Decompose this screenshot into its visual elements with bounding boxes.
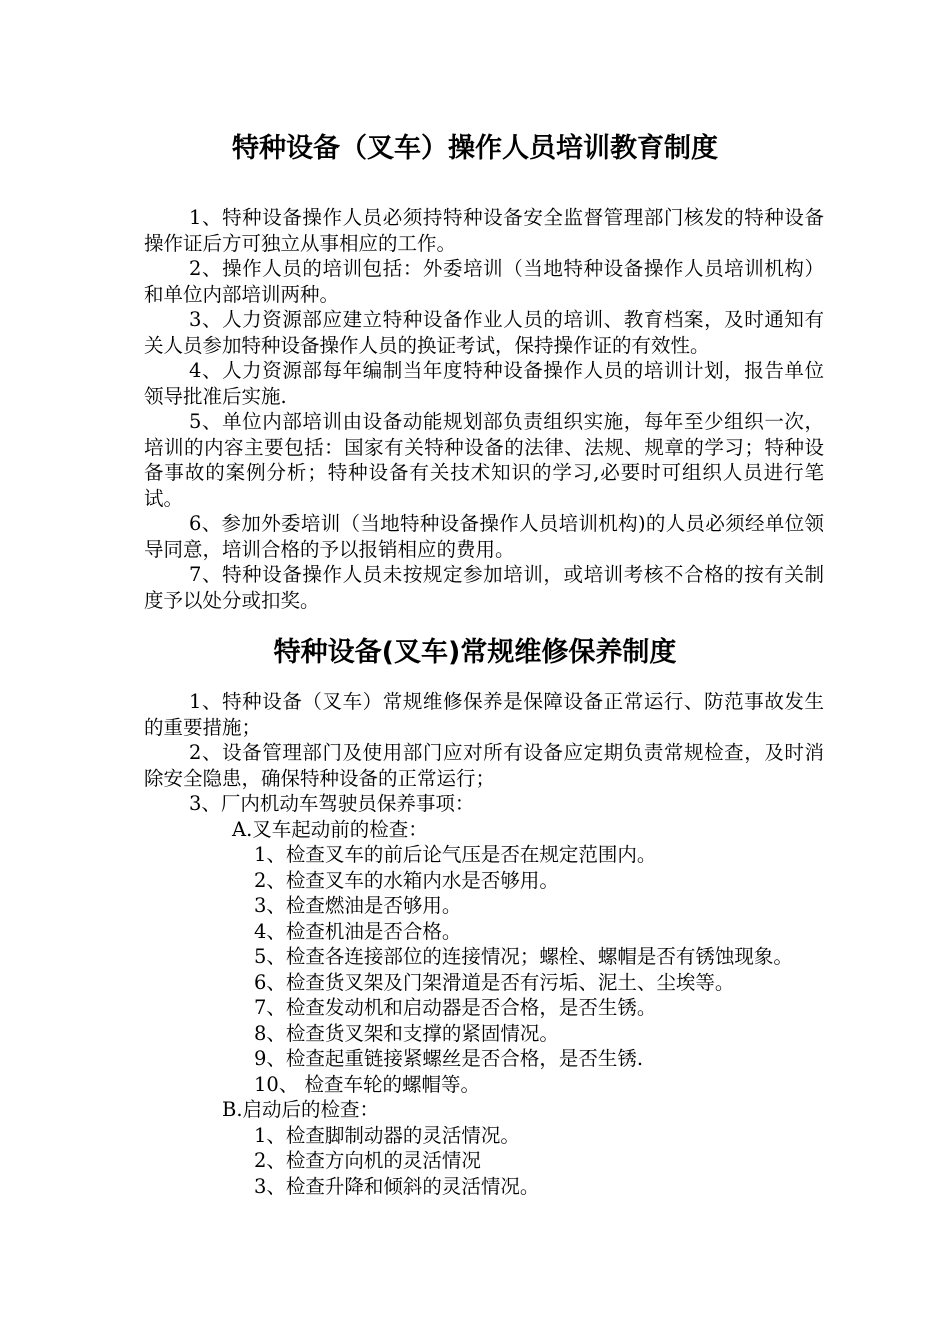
pre-start-check-item: 10、 检查车轮的螺帽等。 xyxy=(254,1072,481,1096)
pre-start-check-item: 2、检查叉车的水箱内水是否够用。 xyxy=(254,868,559,892)
pre-start-check-item: 9、检查起重链接紧螺丝是否合格，是否生锈. xyxy=(254,1047,644,1070)
pre-start-check-heading: A.叉车起动前的检查： xyxy=(232,817,428,841)
post-start-check-item: 1、检查脚制动器的灵活情况。 xyxy=(254,1123,520,1147)
maintenance-rule-2: 2、设备管理部门及使用部门应对所有设备应定期负责常规检查，及时消除安全隐患，确保特种设备的正常运行； xyxy=(144,741,824,790)
maintenance-rules-section xyxy=(144,689,824,1199)
maintenance-rule-3: 3、厂内机动车驾驶员保养事项： xyxy=(189,792,475,815)
training-rule-5: 5、单位内部培训由设备动能规划部负责组织实施，每年至少组织一次，培训的内容主要包括：国家有关特种设备的法律、法规、规章的学习；特种设备事故的案例分析；特种设备有关技术知识的学习,必要时可组织人员进行笔试。 xyxy=(144,410,824,510)
document-title-training: 特种设备（叉车）操作人员培训教育制度 xyxy=(232,133,718,164)
training-rule-6: 6、参加外委培训（当地特种设备操作人员培训机构)的人员必须经单位领导同意，培训合格的予以报销相应的费用。 xyxy=(144,512,824,561)
training-rules-section xyxy=(144,205,824,613)
training-rule-2: 2、操作人员的培训包括：外委培训（当地特种设备操作人员培训机构）和单位内部培训两种。 xyxy=(144,257,824,306)
training-rule-1: 1、特种设备操作人员必须持特种设备安全监督管理部门核发的特种设备操作证后方可独立从事相应的工作。 xyxy=(144,206,824,255)
post-start-check-heading: B.启动后的检查： xyxy=(222,1098,380,1121)
training-rule-3: 3、人力资源部应建立特种设备作业人员的培训、教育档案，及时通知有关人员参加特种设备操作人员的换证考试，保持操作证的有效性。 xyxy=(144,308,824,357)
pre-start-check-item: 8、检查货叉架和支撑的紧固情况。 xyxy=(254,1021,559,1045)
maintenance-rule-1: 1、特种设备（叉车）常规维修保养是保障设备正常运行、防范事故发生的重要措施； xyxy=(144,690,824,739)
pre-start-check-item: 3、检查燃油是否够用。 xyxy=(254,894,462,917)
post-start-check-item: 2、检查方向机的灵活情况 xyxy=(254,1149,481,1172)
post-start-check-item: 3、检查升降和倾斜的灵活情况。 xyxy=(254,1174,540,1198)
pre-start-check-item: 7、检查发动机和启动器是否合格，是否生锈。 xyxy=(254,996,657,1019)
document-title-maintenance: 特种设备(叉车)常规维修保养制度 xyxy=(273,637,677,668)
pre-start-check-item: 1、检查叉车的前后论气压是否在规定范围内。 xyxy=(254,843,657,866)
pre-start-check-item: 4、检查机油是否合格。 xyxy=(254,919,462,943)
training-rule-4: 4、人力资源部每年编制当年度特种设备操作人员的培训计划，报告单位领导批准后实施. xyxy=(144,359,824,408)
pre-start-check-item: 5、检查各连接部位的连接情况；螺栓、螺帽是否有锈蚀现象。 xyxy=(254,945,793,968)
pre-start-check-item: 6、检查货叉架及门架滑道是否有污垢、泥土、尘埃等。 xyxy=(254,970,735,994)
training-rule-7: 7、特种设备操作人员未按规定参加培训，或培训考核不合格的按有关制度予以处分或扣奖。 xyxy=(144,563,824,612)
